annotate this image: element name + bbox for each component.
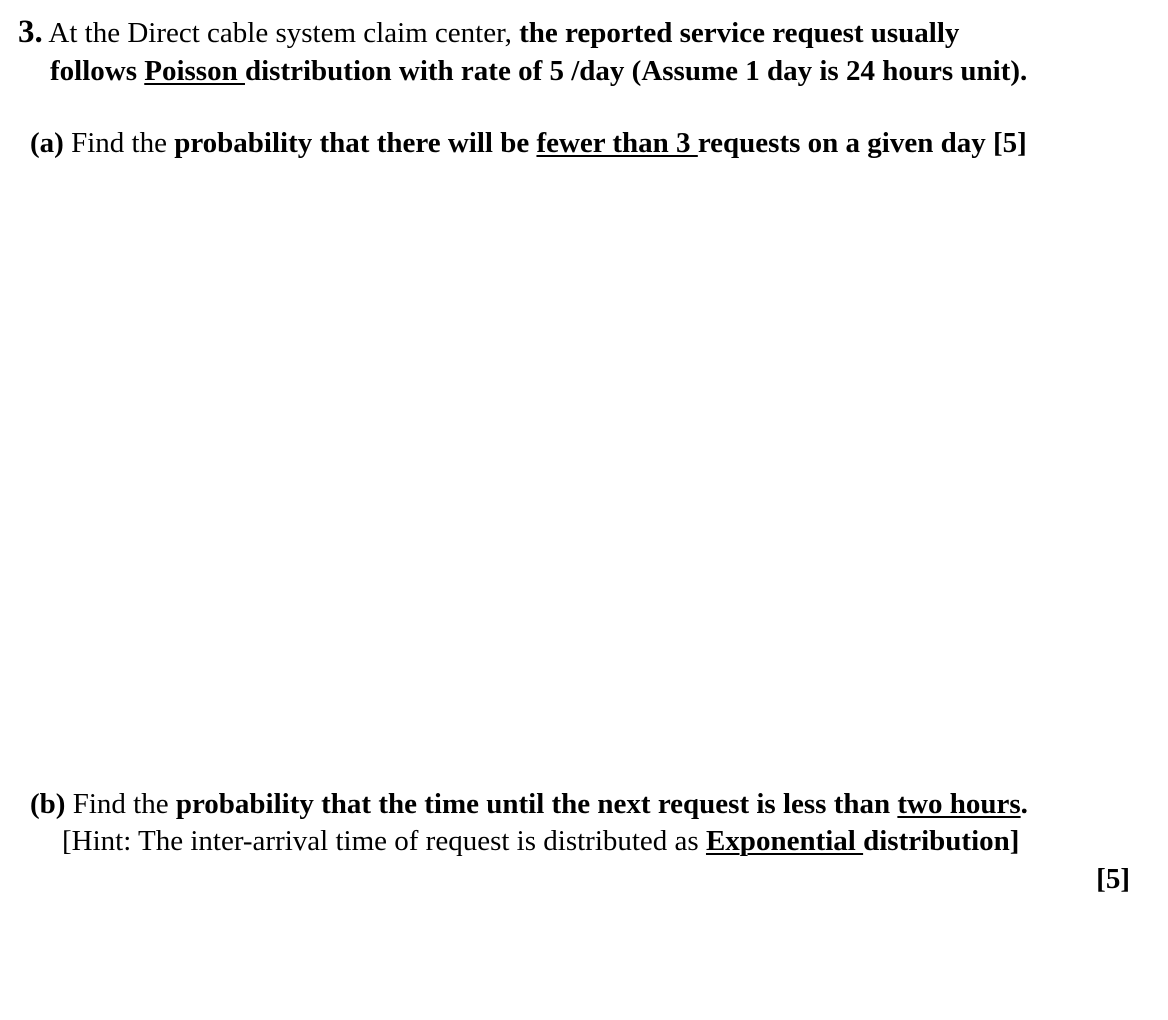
hint-bold: distribution] [863, 825, 1020, 857]
part-a-answer-space [30, 170, 1130, 770]
question-intro-plain: At the Direct cable system claim center, [42, 17, 520, 49]
part-a-label: (a) [30, 127, 64, 159]
part-b-prompt [30, 786, 1028, 822]
part-a-bold-b: requests on a given day [5] [697, 127, 1027, 159]
question-3-line-2 [50, 53, 1027, 89]
question-3-line-1 [18, 14, 959, 51]
hint-plain: [Hint: The inter-arrival time of request is distributed as [62, 825, 706, 857]
question-intro-bold: the reported service request usually [519, 17, 960, 49]
exponential-underlined: Exponential [705, 825, 864, 857]
part-b-answer-space [30, 905, 1130, 1005]
question-line2-bold-b: distribution with rate of 5 /day (Assume 1 day is 24 hours unit). [244, 55, 1028, 87]
part-b-label: (b) [30, 788, 66, 820]
question-line2-bold-a: follows [50, 55, 145, 87]
part-a-prompt [30, 125, 1027, 161]
part-b-plain: Find the [65, 788, 176, 820]
part-b-underlined: two hours [897, 788, 1021, 820]
poisson-underlined: Poisson [144, 55, 245, 87]
part-a-underlined: fewer than 3 [536, 127, 698, 159]
part-a-plain: Find the [63, 127, 175, 159]
question-number: 3. [18, 14, 43, 50]
part-b-marks: [5] [1096, 863, 1130, 895]
part-b-hint [62, 823, 1019, 859]
part-a-bold-a: probability that there will be [174, 127, 537, 159]
part-b-bold-b: . [1020, 788, 1028, 820]
part-b-bold-a: probability that the time until the next request is less than [175, 788, 898, 820]
